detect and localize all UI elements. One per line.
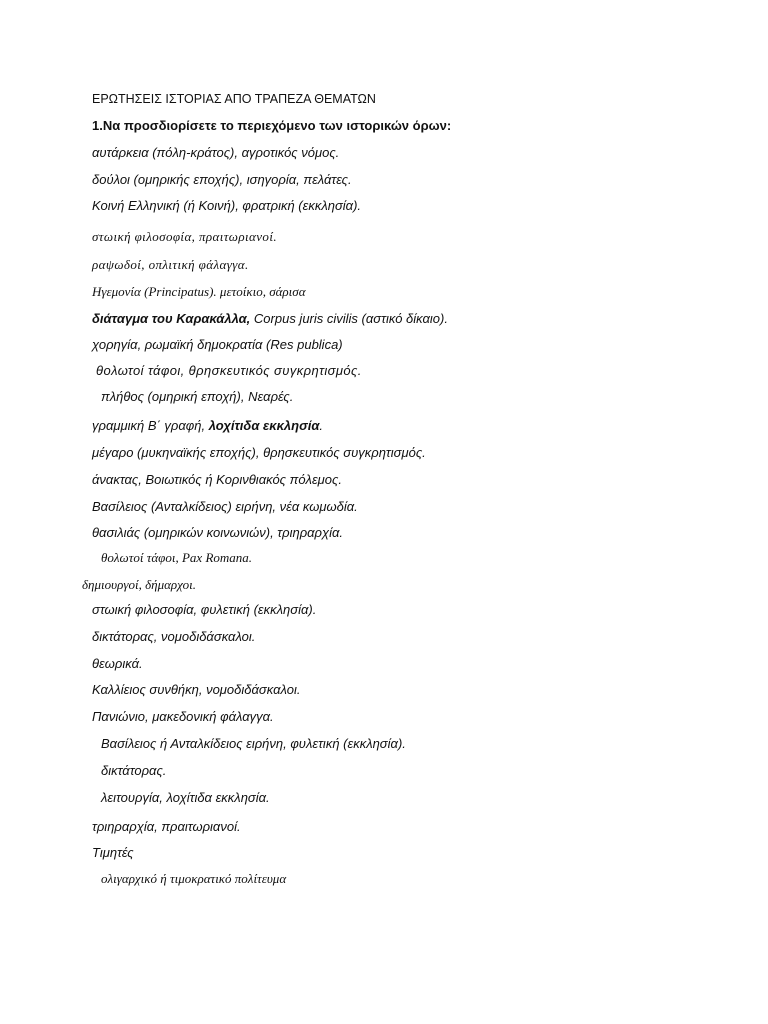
term-line: λειτουργία, λοχίτιδα εκκλησία.: [101, 790, 270, 805]
term-line: πλήθος (ομηρική εποχή), Νεαρές.: [101, 389, 294, 404]
term-prefix: γραμμική Β΄ γραφή,: [92, 418, 209, 433]
term-line: ολιγαρχικό ή τιμοκρατικό πολίτευμα: [101, 871, 287, 886]
term-line: θεωρικά.: [92, 656, 143, 671]
term-line: δικτάτορας, νομοδιδάσκαλοι.: [92, 629, 256, 644]
term-line: στωική φιλοσοφία, φυλετική (εκκλησία).: [92, 602, 317, 617]
term-line: Τιμητές: [92, 845, 134, 860]
term-line: αυτάρκεια (πόλη-κράτος), αγροτικός νόμος.: [92, 145, 340, 160]
term-line: άνακτας, Βοιωτικός ή Κορινθιακός πόλεμος.: [92, 472, 342, 487]
term-line: Καλλίειος συνθήκη, νομοδιδάσκαλοι.: [92, 682, 301, 697]
term-line: Πανιώνιο, μακεδονική φάλαγγα.: [92, 709, 274, 724]
term-line: μέγαρο (μυκηναϊκής εποχής), θρησκευτικός συγκρητισμός.: [92, 445, 426, 460]
term-line: θολωτοί τάφοι, Pax Romana.: [101, 550, 253, 565]
term-line: θολωτοί τάφοι, θρησκευτικός συγκρητισμός.: [96, 363, 362, 378]
document-heading: ΕΡΩΤΗΣΕΙΣ ΙΣΤΟΡΙΑΣ ΑΠΟ ΤΡΑΠΕΖΑ ΘΕΜΑΤΩΝ: [92, 92, 376, 106]
term-line: τριηραρχία, πραιτωριανοί.: [92, 819, 241, 834]
term-line: Βασίλειος ή Ανταλκίδειος ειρήνη, φυλετική (εκκλησία).: [101, 736, 406, 751]
term-line: Βασίλειος (Ανταλκίδειος) ειρήνη, νέα κωμωδία.: [92, 499, 358, 514]
term-suffix: .: [319, 418, 324, 433]
term-line: ραψωδοί, οπλιτική φάλαγγα.: [92, 257, 249, 272]
term-line: στωική φιλοσοφία, πραιτωριανοί.: [92, 229, 277, 244]
term-bold-part: διάταγμα του Καρακάλλα,: [92, 311, 251, 326]
question-title: 1.Να προσδιορίσετε το περιεχόμενο των ιστορικών όρων:: [92, 118, 452, 133]
term-bold-part: λοχίτιδα εκκλησία: [208, 418, 320, 433]
term-rest: Corpus juris civilis (αστικό δίκαιο).: [250, 311, 448, 326]
term-line: χορηγία, ρωμαϊκή δημοκρατία (Res publica): [92, 337, 343, 352]
term-line: Ηγεμονία (Principatus). μετοίκιο, σάρισα: [92, 284, 306, 299]
term-line: δούλοι (ομηρικής εποχής), ισηγορία, πελάτες.: [92, 172, 352, 187]
term-line: δικτάτορας.: [101, 763, 167, 778]
term-line: [92, 311, 448, 327]
term-line: Κοινή Ελληνική (ή Κοινή), φρατρική (εκκλησία).: [92, 198, 362, 213]
term-line: δημιουργοί, δήμαρχοι.: [82, 577, 196, 592]
term-line: [92, 418, 323, 434]
term-line: θασιλιάς (ομηρικών κοινωνιών), τριηραρχία.: [92, 525, 344, 540]
